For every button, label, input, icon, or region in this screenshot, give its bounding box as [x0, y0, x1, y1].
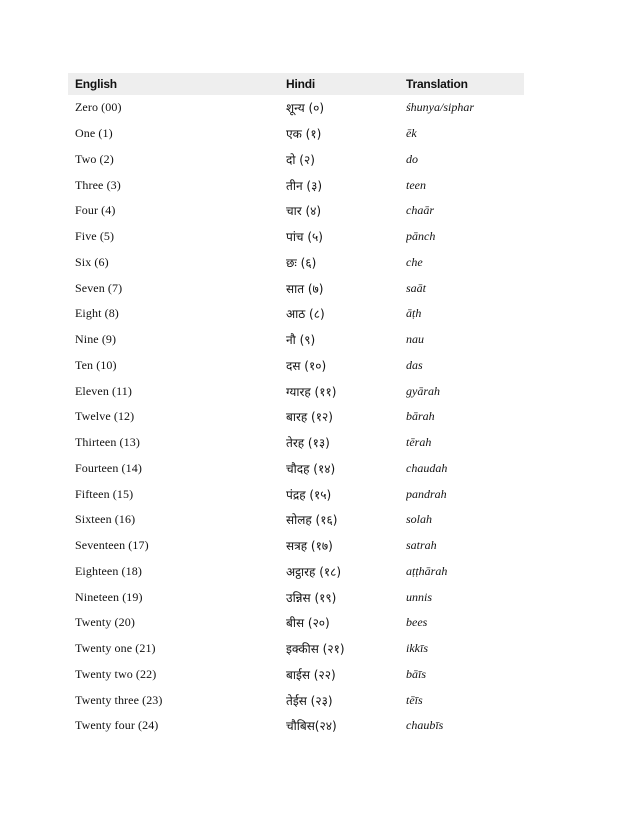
- english-cell: One (1): [75, 126, 113, 141]
- hindi-cell: पांच (५): [286, 230, 323, 245]
- english-cell: Seventeen (17): [75, 538, 149, 553]
- english-cell: Twenty one (21): [75, 641, 156, 656]
- hindi-cell: पंद्रह (१५): [286, 487, 332, 502]
- translation-cell: chaār: [406, 203, 434, 218]
- english-cell: Nine (9): [75, 332, 117, 347]
- table-row: [68, 507, 524, 533]
- table-row: [68, 275, 524, 301]
- table-row: [68, 687, 524, 713]
- english-cell: Eleven (11): [75, 383, 132, 398]
- table-row: [68, 327, 524, 353]
- translation-cell: pandrah: [406, 486, 447, 501]
- translation-cell: satrah: [406, 538, 437, 553]
- table-row: [68, 198, 524, 224]
- english-cell: Seven (7): [75, 280, 123, 295]
- english-cell: Fifteen (15): [75, 486, 134, 501]
- translation-cell: bārah: [406, 409, 435, 424]
- english-cell: Zero (00): [75, 100, 122, 115]
- english-cell: Fourteen (14): [75, 460, 142, 475]
- english-cell: Twenty three (23): [75, 692, 163, 707]
- table-body: [68, 95, 524, 739]
- table-row: [68, 559, 524, 585]
- translation-cell: teen: [406, 177, 426, 192]
- translation-cell: das: [406, 357, 423, 372]
- header-translation: Translation: [406, 73, 524, 95]
- numbers-table: [68, 73, 524, 739]
- table-row: [68, 662, 524, 688]
- english-cell: Five (5): [75, 229, 115, 244]
- english-cell: Twenty four (24): [75, 718, 159, 733]
- table-header: [68, 73, 524, 95]
- translation-cell: solah: [406, 512, 433, 527]
- english-cell: Three (3): [75, 177, 121, 192]
- translation-cell: chaubīs: [406, 718, 444, 733]
- table-row: [68, 147, 524, 173]
- table-row: [68, 584, 524, 610]
- english-cell: Thirteen (13): [75, 435, 140, 450]
- translation-cell: bees: [406, 615, 428, 630]
- header-hindi: Hindi: [278, 73, 406, 95]
- table-row: [68, 250, 524, 276]
- hindi-cell: तीन (३): [286, 178, 323, 193]
- table-row: [68, 430, 524, 456]
- english-cell: Two (2): [75, 151, 114, 166]
- translation-cell: che: [406, 254, 423, 269]
- hindi-cell: आठ (८): [286, 307, 325, 322]
- translation-cell: nau: [406, 332, 424, 347]
- hindi-cell: बीस (२०): [286, 616, 330, 631]
- english-cell: Sixteen (16): [75, 512, 136, 527]
- hindi-cell: चार (४): [286, 204, 322, 219]
- hindi-cell: उन्निस (१९): [286, 590, 337, 605]
- english-cell: Four (4): [75, 203, 116, 218]
- table-row: [68, 610, 524, 636]
- hindi-cell: दो (२): [286, 152, 315, 167]
- table-row: [68, 456, 524, 482]
- english-cell: Eight (8): [75, 306, 119, 321]
- table-row: [68, 533, 524, 559]
- hindi-cell: शून्य (०): [286, 101, 325, 116]
- hindi-cell: नौ (९): [286, 333, 316, 348]
- header-english: English: [68, 73, 278, 95]
- table-row: [68, 224, 524, 250]
- table-row: [68, 481, 524, 507]
- translation-cell: ikkīs: [406, 641, 428, 656]
- english-cell: Twenty two (22): [75, 666, 157, 681]
- translation-cell: gyārah: [406, 383, 440, 398]
- hindi-cell: सात (७): [286, 281, 324, 296]
- header-row: [68, 73, 524, 95]
- translation-cell: tērah: [406, 435, 432, 450]
- table-row: [68, 378, 524, 404]
- hindi-cell: इक्कीस (२१): [286, 642, 345, 657]
- translation-cell: unnis: [406, 589, 433, 604]
- hindi-cell: चौदह (१४): [286, 461, 336, 476]
- english-cell: Twenty (20): [75, 615, 135, 630]
- hindi-cell: चौबिस(२४): [286, 719, 337, 734]
- hindi-cell: अट्ठारह (१८): [286, 564, 342, 579]
- hindi-cell: छः (६): [286, 255, 317, 270]
- table-row: [68, 95, 524, 121]
- table-row: [68, 636, 524, 662]
- table-row: [68, 301, 524, 327]
- table-row: [68, 353, 524, 379]
- translation-cell: ēk: [406, 126, 417, 141]
- translation-cell: tēīs: [406, 692, 423, 707]
- table-row: [68, 172, 524, 198]
- translation-cell: pānch: [406, 229, 436, 244]
- translation-cell: aṭṭhārah: [406, 563, 448, 578]
- hindi-cell: ग्यारह (११): [286, 384, 337, 399]
- english-cell: Eighteen (18): [75, 563, 142, 578]
- table-row: [68, 713, 524, 739]
- hindi-cell: बाईस (२२): [286, 667, 336, 682]
- hindi-cell: एक (१): [286, 127, 322, 142]
- hindi-cell: तेरह (१३): [286, 436, 330, 451]
- translation-cell: āṭh: [406, 306, 422, 321]
- table-row: [68, 121, 524, 147]
- hindi-cell: सोलह (१६): [286, 513, 338, 528]
- english-cell: Nineteen (19): [75, 589, 143, 604]
- hindi-cell: बारह (१२): [286, 410, 333, 425]
- hindi-cell: तेईस (२३): [286, 693, 333, 708]
- translation-cell: chaudah: [406, 460, 448, 475]
- english-cell: Twelve (12): [75, 409, 135, 424]
- english-cell: Ten (10): [75, 357, 117, 372]
- translation-cell: saāt: [406, 280, 427, 295]
- hindi-cell: दस (१०): [286, 358, 327, 373]
- translation-cell: śhunya/siphar: [406, 100, 475, 115]
- translation-cell: bāīs: [406, 666, 427, 681]
- english-cell: Six (6): [75, 254, 109, 269]
- hindi-cell: सत्रह (१७): [286, 539, 333, 554]
- translation-cell: do: [406, 151, 418, 166]
- table-row: [68, 404, 524, 430]
